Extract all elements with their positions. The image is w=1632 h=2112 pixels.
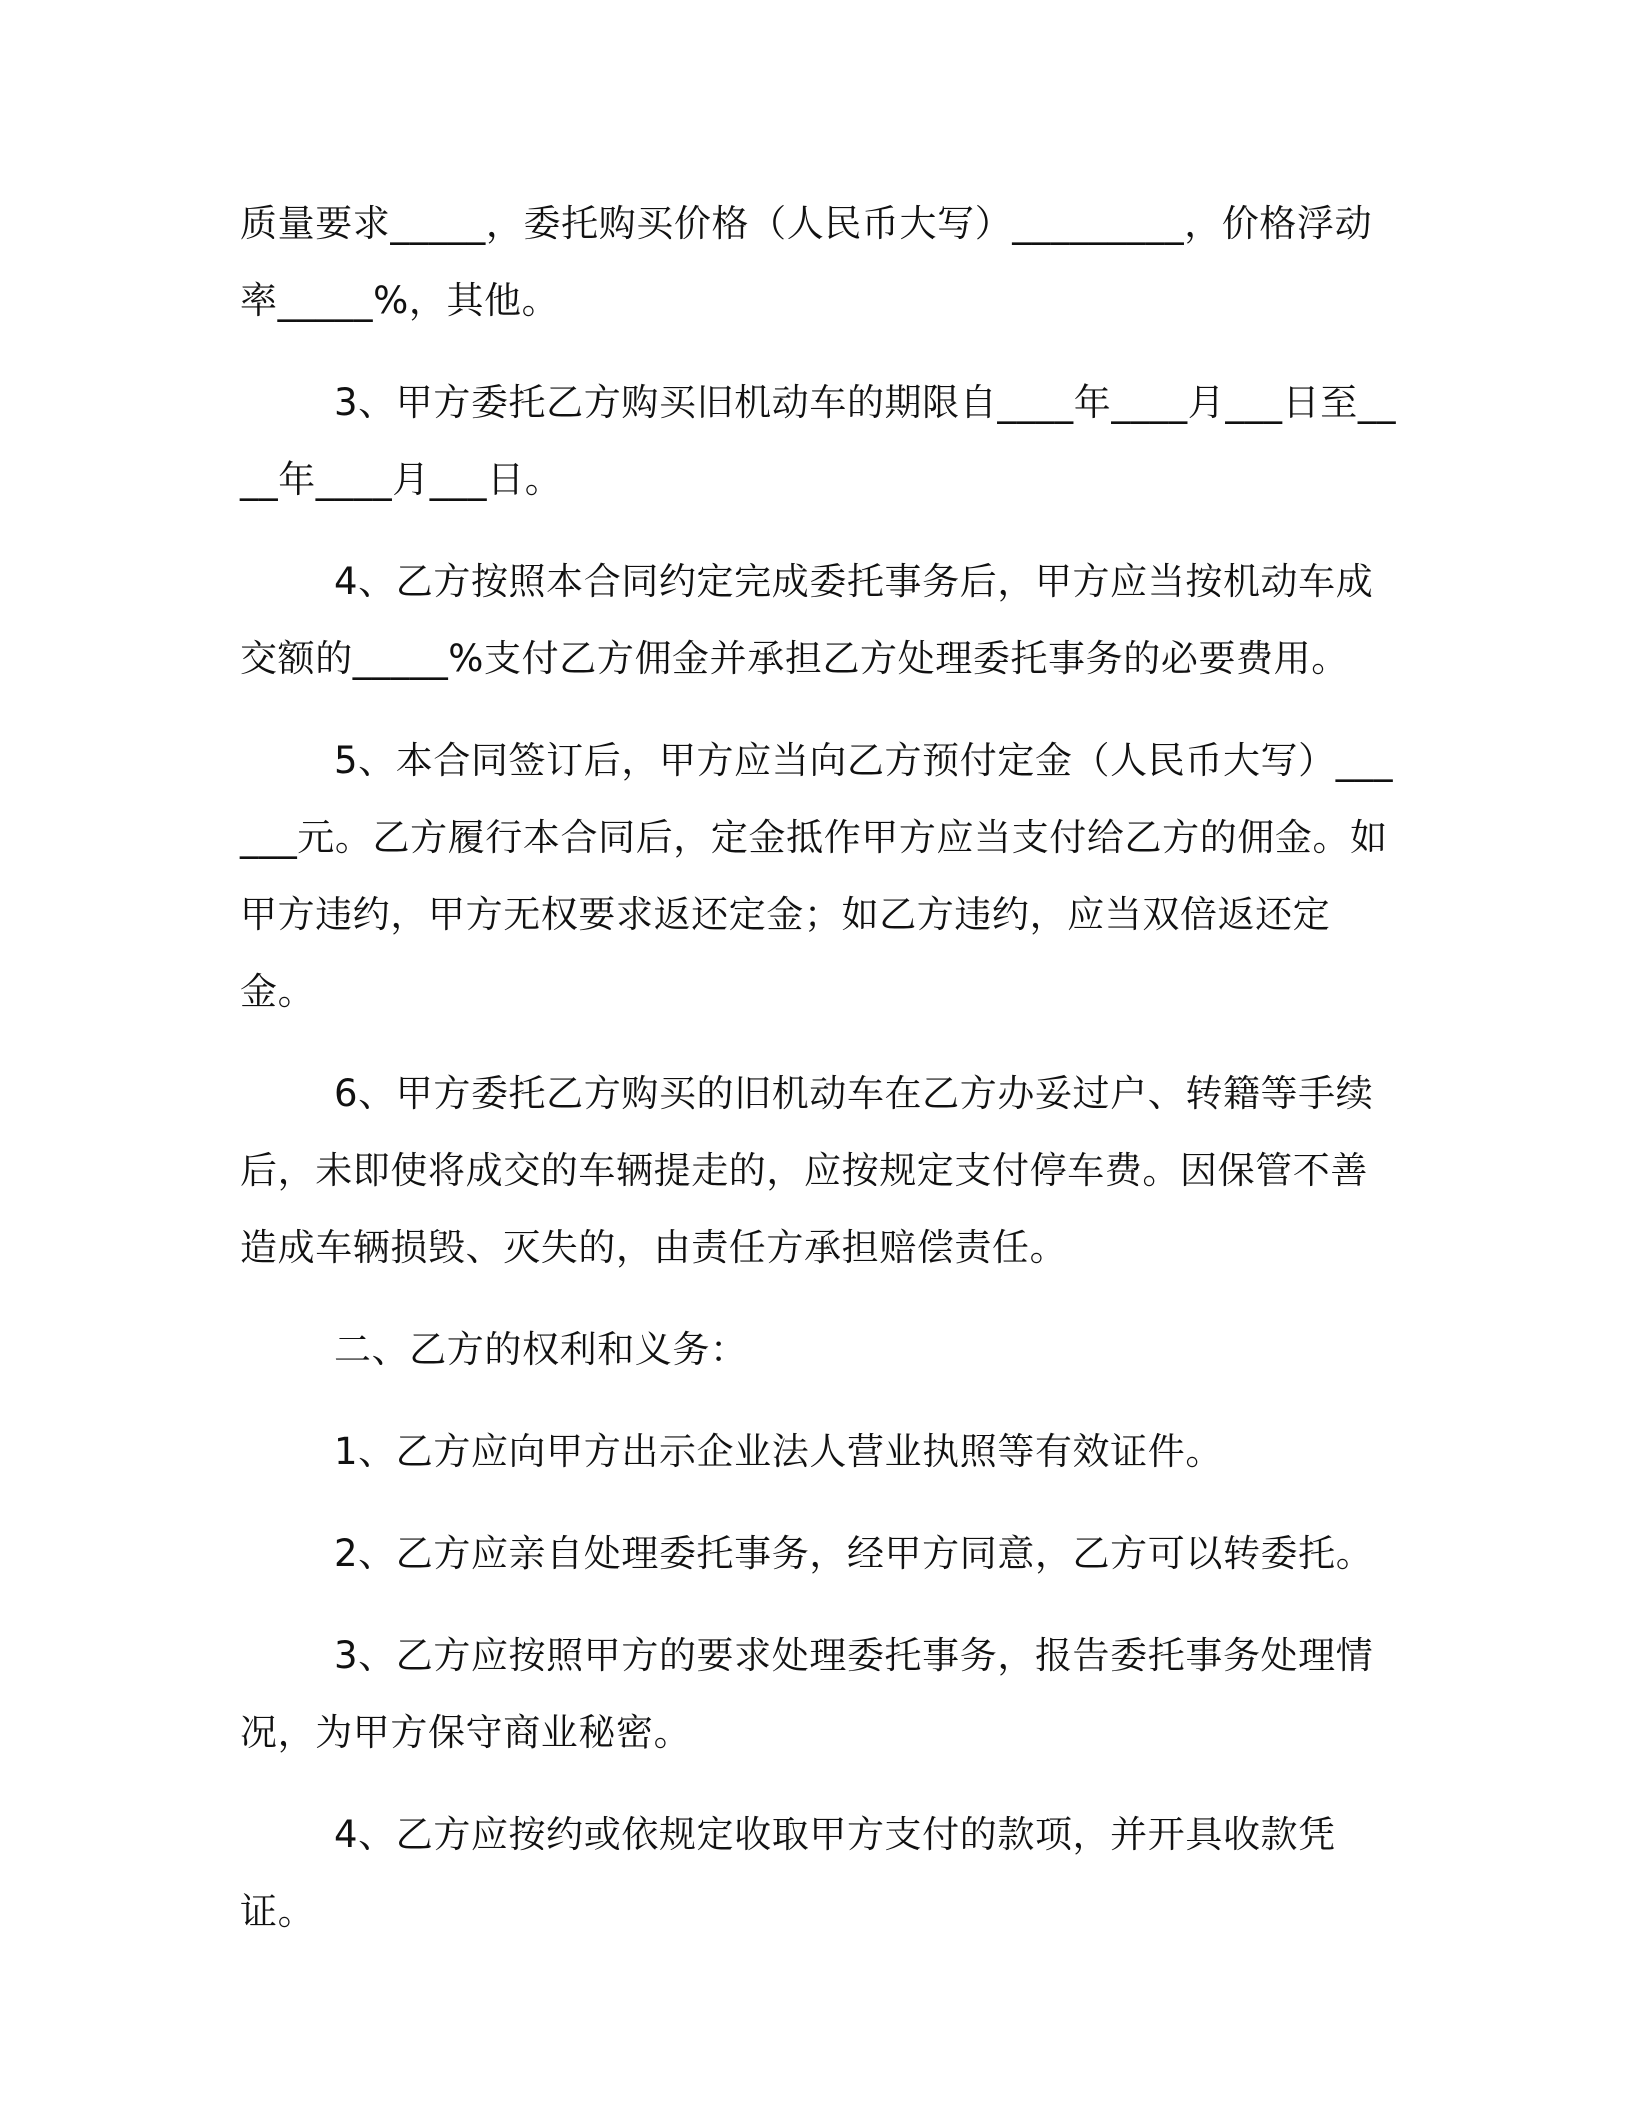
- paragraph-term-6: 6、甲方委托乙方购买的旧机动车在乙方办妥过户、转籍等手续后，未即使将成交的车辆提走的，应按规定支付停车费。因保管不善造成车辆损毁、灭失的，由责任方承担赔偿责任。: [240, 1072, 1374, 1269]
- paragraph-b-duty-3: 3、乙方应按照甲方的要求处理委托事务，报告委托事务处理情况，为甲方保守商业秘密。: [240, 1634, 1374, 1754]
- paragraph-quality-price: 质量要求_____，委托购买价格（人民币大写）_________，价格浮动率_____%，其他。: [240, 202, 1373, 322]
- paragraph-term-5: 5、本合同签订后，甲方应当向乙方预付定金（人民币大写）______元。乙方履行本合同后，定金抵作甲方应当支付给乙方的佣金。如甲方违约，甲方无权要求返还定金；如乙方违约，应当双倍返还定金。: [240, 739, 1394, 1013]
- paragraph-b-duty-1: 1、乙方应向甲方出示企业法人营业执照等有效证件。: [334, 1430, 1223, 1473]
- paragraph-term-3: 3、甲方委托乙方购买旧机动车的期限自____年____月___日至____年____月___日。: [240, 381, 1397, 501]
- paragraph-b-duty-2: 2、乙方应亲自处理委托事务，经甲方同意，乙方可以转委托。: [334, 1532, 1374, 1575]
- section-heading-party-b: 二、乙方的权利和义务：: [334, 1328, 748, 1371]
- paragraph-b-duty-4: 4、乙方应按约或依规定收取甲方支付的款项，并开具收款凭证。: [240, 1813, 1336, 1933]
- paragraph-term-4: 4、乙方按照本合同约定完成委托事务后，甲方应当按机动车成交额的_____%支付乙方佣金并承担乙方处理委托事务的必要费用。: [240, 560, 1374, 680]
- document-body: [240, 185, 1400, 1975]
